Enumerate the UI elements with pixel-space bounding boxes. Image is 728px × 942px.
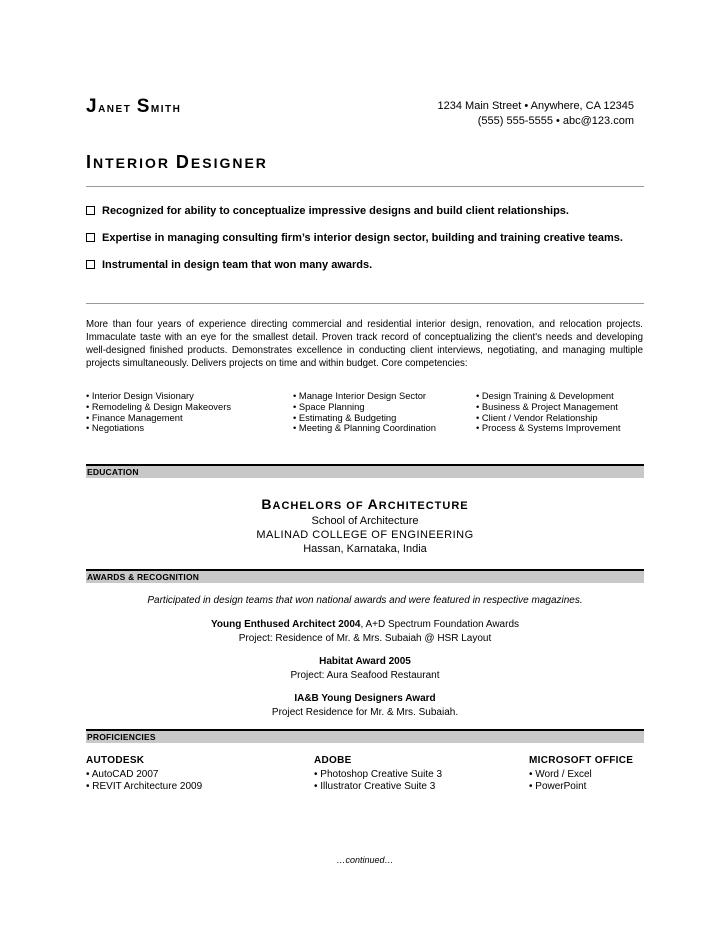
award-item: IA&B Young Designers Award Project Residence for Mr. & Mrs. Subaiah. — [271, 693, 459, 718]
section-header-awards: AWARDS & RECOGNITION — [86, 569, 644, 583]
awards-intro: Participated in design teams that won national awards and were featured in respective magazines. — [147, 595, 583, 606]
proficiency-microsoft-office: MICROSOFT OFFICE • Word / Excel • PowerPoint — [529, 755, 634, 792]
contact-phone-email: (555) 555-5555 • abc@123.com — [477, 115, 634, 127]
proficiency-adobe: ADOBE • Photoshop Creative Suite 3 • Illustrator Creative Suite 3 — [314, 755, 443, 792]
award-item: Habitat Award 2005 Project: Aura Seafood Restaurant — [290, 656, 440, 681]
professional-summary: More than four years of experience directing commercial and residential interior design, renovation, and relocation projects. Immaculate taste with an eye for the smallest detail. Proven track record of conceptualizing the client's needs and developing well-designed finished products. Demonstrates excellence in conducting client interviews, negotiating, and managing multiple projects simultaneously. Delivers projects on time and within budget. Core competencies: — [86, 319, 643, 369]
job-title: INTERIOR DESIGNER — [86, 152, 268, 172]
school-name: School of Architecture — [311, 515, 419, 527]
divider — [86, 303, 644, 304]
divider — [86, 186, 644, 187]
college-name: MALINAD COLLEGE OF ENGINEERING — [256, 529, 474, 541]
section-header-education: EDUCATION — [86, 464, 644, 478]
college-location: Hassan, Karnataka, India — [303, 543, 427, 555]
highlights-list — [86, 204, 641, 285]
competencies-column-2: • Manage Interior Design Sector • Space Planning • Estimating & Budgeting • Meeting & Planning Coordination — [293, 390, 436, 434]
continued-note: …continued… — [336, 855, 394, 865]
proficiency-autodesk: AUTODESK • AutoCAD 2007 • REVIT Architecture 2009 — [86, 755, 203, 792]
highlight-item: Instrumental in design team that won many awards. — [86, 258, 641, 273]
contact-address: 1234 Main Street • Anywhere, CA 12345 — [437, 100, 634, 112]
competencies-column-3: • Design Training & Development • Business & Project Management • Client / Vendor Relationship • Process & Systems Improvement — [476, 390, 621, 434]
checkbox-bullet-icon — [86, 260, 95, 269]
education-block — [86, 496, 644, 556]
checkbox-bullet-icon — [86, 233, 95, 242]
degree-title: BACHELORS OF ARCHITECTURE — [261, 496, 469, 512]
section-header-proficiencies: PROFICIENCIES — [86, 729, 644, 743]
award-item: Young Enthused Architect 2004, A+D Spectrum Foundation Awards Project: Residence of Mr. & Mrs. Subaiah @ HSR Layout — [211, 619, 519, 644]
checkbox-bullet-icon — [86, 206, 95, 215]
resume-header — [86, 96, 646, 136]
candidate-name: Janet Smith — [86, 96, 182, 117]
highlight-item: Expertise in managing consulting firm’s interior design sector, building and training creative teams. — [86, 231, 641, 246]
contact-info — [438, 99, 634, 129]
highlight-item: Recognized for ability to conceptualize impressive designs and build client relationships. — [86, 204, 641, 219]
competencies-column-1: • Interior Design Visionary • Remodeling & Design Makeovers • Finance Management • Negotiations — [86, 390, 232, 434]
